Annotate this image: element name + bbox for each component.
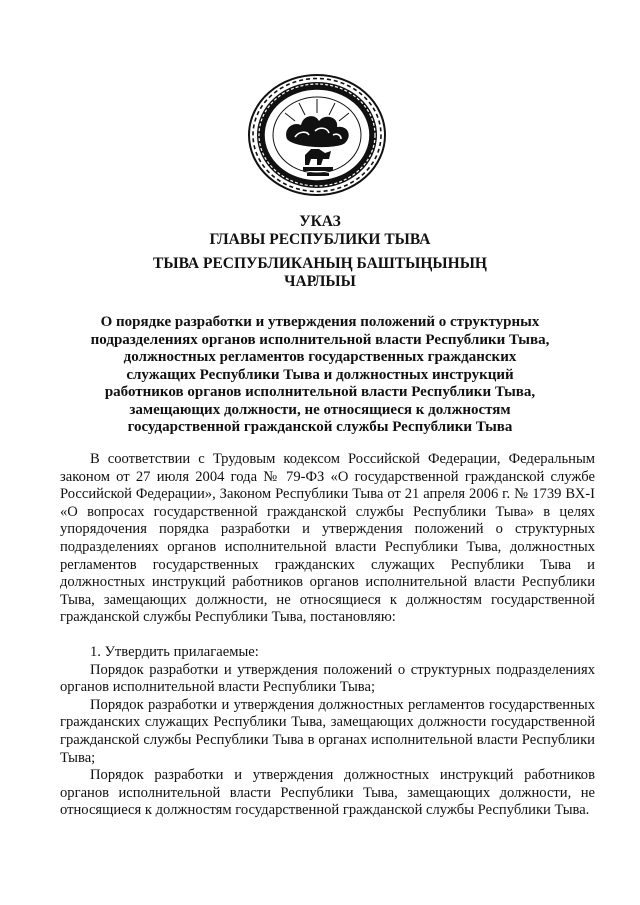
decree-title [0,213,640,249]
decree-body [60,451,595,820]
item-1-b: Порядок разработки и утверждения должностных регламентов государственных гражданских служащих Республики Тыва, замещающих должности государственной гражданской службы Республики Тыва в органах исполнительной власти Республики Тыва; [60,696,595,766]
decree-title-tuvan [0,255,640,291]
decree-subject [80,314,560,437]
decree-title-line-1: УКАЗ [299,213,341,230]
tuvan-title-line-2: ЧАРЛЫЫ [284,273,356,290]
subject-line: служащих Республики Тыва и должностных инструкций [126,366,514,383]
item-1-heading: 1. Утвердить прилагаемые: [90,643,259,660]
subject-line: работников органов исполнительной власти Республики Тыва, [104,384,536,400]
decree-title-line-2: ГЛАВЫ РЕСПУБЛИКИ ТЫВА [209,231,431,248]
paragraph-gap [60,627,595,644]
preamble-paragraph: В соответствии с Трудовым кодексом Российской Федерации, Федеральным законом от 27 июля 2004 года № 79-ФЗ «О государственной гражданской службе Российской Федерации», Законом Республики Тыва от 21 апреля 2006 г. № 1739 ВХ-I «О вопросах государственной гражданской службы Республики Тыва» в целях упорядочения порядка разработки и утверждения положений о структурных подразделениях органов исполнительной власти Республики Тыва, должностных регламентов государственных гражданских служащих Республики Тыва и должностных инструкций работников органов исполнительной власти Республики Тыва, замещающих должности, не относящиеся к должностям государственной гражданской службы Республики Тыва, постановляю: [60,451,595,626]
tyva-emblem-icon [247,73,387,197]
tuvan-title-line-1: ТЫВА РЕСПУБЛИКАНЫҢ БАШТЫҢЫНЫҢ [153,255,487,272]
subject-line: подразделениях органов исполнительной власти Республики Тыва, [90,331,550,348]
subject-line: государственной гражданской службы Республики Тыва [127,419,513,435]
subject-line: замещающих должности, не относящиеся к должностям [129,401,511,418]
subject-line: должностных регламентов государственных гражданских [123,349,517,365]
item-1-c: Порядок разработки и утверждения должностных инструкций работников органов исполнительной власти Республики Тыва, замещающих должности, не относящиеся к должностям государственной гражданской службы Республики Тыва. [60,767,595,819]
subject-line: О порядке разработки и утверждения положений о структурных [100,314,540,330]
item-1-a: Порядок разработки и утверждения положений о структурных подразделениях органов исполнительной власти Республики Тыва; [60,661,595,696]
